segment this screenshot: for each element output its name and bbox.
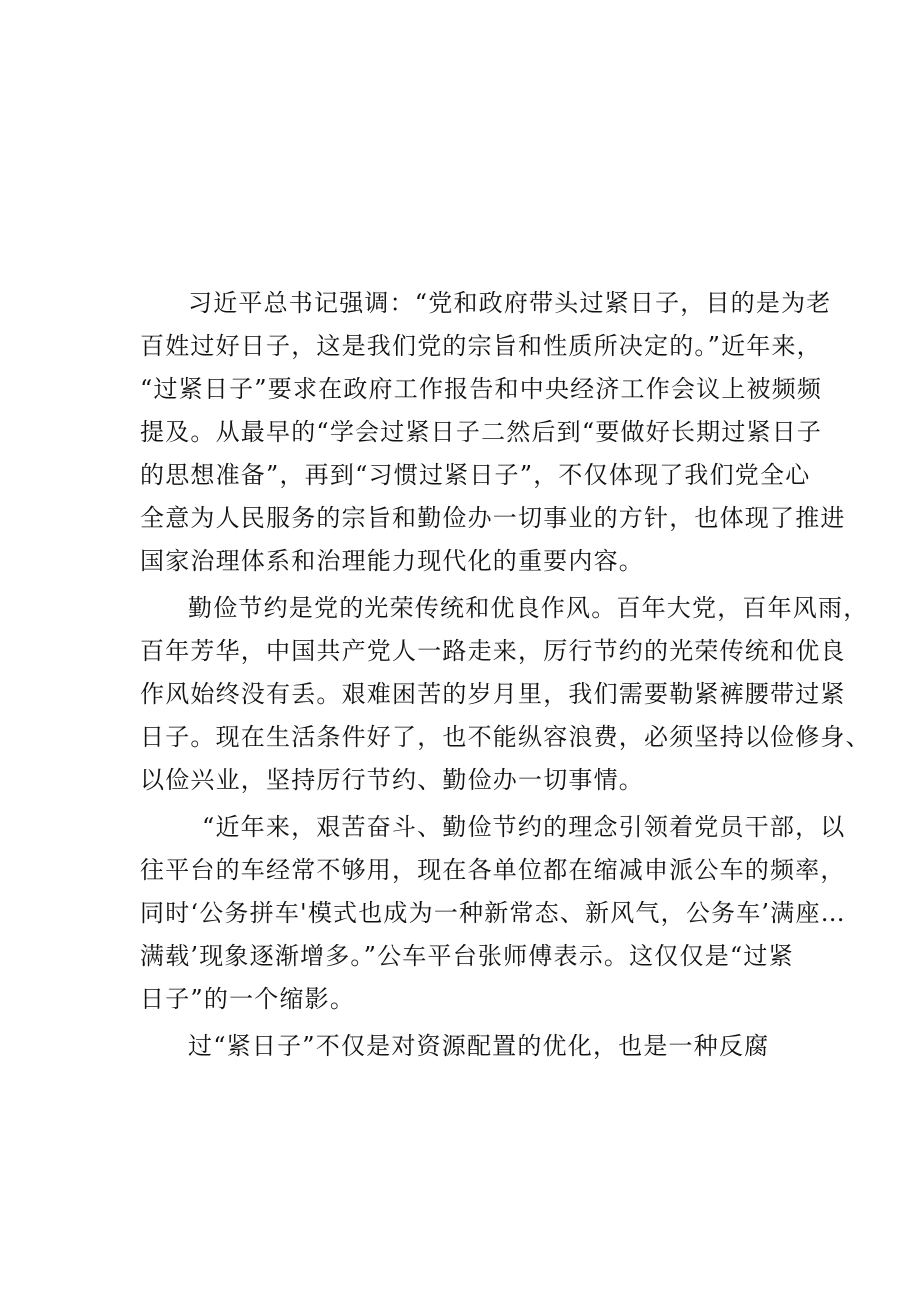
paragraph-line: 百年芳华，中国共产党人一路走来，厉行节约的光荣传统和优良	[140, 637, 846, 665]
paragraph-line: 满载’现象逐渐增多。”公车平台张师傅表示。这仅仅是“过紧	[140, 942, 794, 970]
paragraph-line: 日子”的一个缩影。	[140, 985, 356, 1013]
paragraph-line: 提及。从最早的“学会过紧日子二然后到“要做好长期过紧日子	[140, 418, 823, 446]
paragraph-line: “近年来，艰苦奋斗、勤俭节约的理念引领着党员干部，以	[202, 813, 846, 841]
paragraph-line: 以俭兴业，坚持厉行节约、勤俭办一切事情。	[140, 766, 644, 794]
paragraph-line: 国家治理体系和治理能力现代化的重要内容。	[140, 547, 644, 575]
paragraph-line: 全意为人民服务的宗旨和勤俭办一切事业的方针，也体现了推进	[140, 504, 846, 532]
paragraph-1	[140, 282, 846, 583]
paragraph-line: 日子。现在生活条件好了，也不能纵容浪费，必须坚持以俭修身、	[140, 723, 871, 751]
paragraph-line: 作风始终没有丢。艰难困苦的岁月里，我们需要勒紧裤腰带过紧	[140, 680, 846, 708]
paragraph-line: 的思想准备”，再到“习惯过紧日子”，不仅体现了我们党全心	[140, 461, 811, 489]
paragraph-line: 同时‘公务拼车'模式也成为一种新常态、新风气，公务车’满座…	[140, 899, 846, 927]
paragraph-line: 习近平总书记强调：“党和政府带头过紧日子，目的是为老	[188, 289, 832, 317]
paragraph-line: 勤俭节约是党的光荣传统和优良作风。百年大党，百年风雨，	[188, 594, 869, 622]
paragraph-2	[140, 587, 871, 802]
paragraph-3	[140, 806, 846, 1021]
paragraph-line: “过紧日子”要求在政府工作报告和中央经济工作会议上被频频	[140, 375, 823, 403]
paragraph-4	[140, 1025, 790, 1068]
paragraph-line: 往平台的车经常不够用，现在各单位都在缩减申派公车的频率，	[140, 856, 846, 884]
paragraph-line: 过“紧日子”不仅是对资源配置的优化，也是一种反腐	[188, 1032, 770, 1060]
paragraph-line: 百姓过好日子，这是我们党的宗旨和性质所决定的。”近年来，	[140, 332, 822, 360]
document-body	[140, 282, 871, 1068]
